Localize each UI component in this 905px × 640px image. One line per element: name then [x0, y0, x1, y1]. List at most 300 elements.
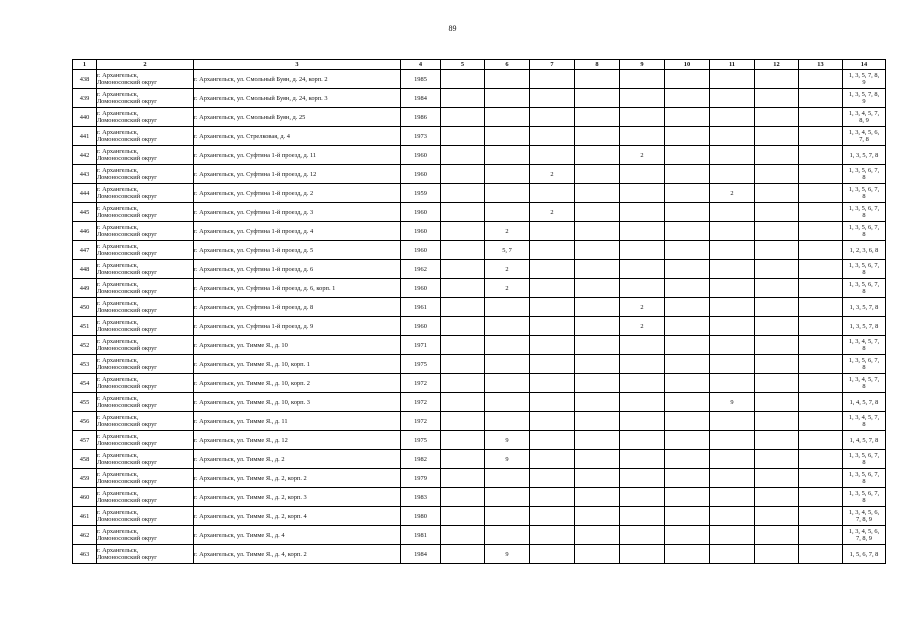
table-cell-col-8 [575, 507, 620, 526]
table-row [73, 89, 886, 108]
table-cell-col-4: 1979 [401, 469, 441, 488]
table-cell-col-3: г. Архангельск, ул. Стрелковая, д. 4 [194, 127, 401, 146]
table-row [73, 355, 886, 374]
table-cell-col-1: 455 [73, 393, 97, 412]
table-cell-col-6 [485, 336, 530, 355]
table-cell-col-11 [710, 70, 755, 89]
table-cell-col-10 [665, 412, 710, 431]
table-cell-col-7 [530, 545, 575, 564]
table-cell-col-14: 1, 3, 5, 6, 7, 8 [843, 469, 886, 488]
table-cell-col-2: г. Архангельск, Ломоносовский округ [97, 260, 194, 279]
table-cell-col-12 [755, 127, 799, 146]
table-cell-col-1: 453 [73, 355, 97, 374]
table-cell-col-13 [799, 469, 843, 488]
column-header-6: 6 [485, 60, 530, 70]
table-cell-col-2: г. Архангельск, Ломоносовский округ [97, 488, 194, 507]
table-cell-col-1: 454 [73, 374, 97, 393]
table-cell-col-10 [665, 127, 710, 146]
table-cell-col-9 [620, 374, 665, 393]
table-cell-col-14: 1, 3, 4, 5, 7, 8 [843, 412, 886, 431]
table-cell-col-9 [620, 450, 665, 469]
table-cell-col-9 [620, 89, 665, 108]
table-cell-col-5 [441, 488, 485, 507]
table-cell-col-10 [665, 526, 710, 545]
table-cell-col-5 [441, 70, 485, 89]
table-cell-col-9 [620, 545, 665, 564]
table-cell-col-8 [575, 317, 620, 336]
table-row [73, 412, 886, 431]
table-cell-col-14: 1, 3, 5, 6, 7, 8 [843, 184, 886, 203]
table-cell-col-12 [755, 317, 799, 336]
table-cell-col-13 [799, 545, 843, 564]
table-cell-col-5 [441, 336, 485, 355]
table-row [73, 108, 886, 127]
table-cell-col-12 [755, 469, 799, 488]
table-cell-col-7 [530, 450, 575, 469]
table-cell-col-13 [799, 241, 843, 260]
table-cell-col-10 [665, 355, 710, 374]
table-cell-col-10 [665, 545, 710, 564]
table-cell-col-6 [485, 393, 530, 412]
table-cell-col-3: г. Архангельск, ул. Тимме Я., д. 4 [194, 526, 401, 545]
table-cell-col-14: 1, 3, 4, 5, 7, 8 [843, 336, 886, 355]
table-cell-col-1: 451 [73, 317, 97, 336]
column-header-8: 8 [575, 60, 620, 70]
table-cell-col-12 [755, 298, 799, 317]
table-cell-col-6: 9 [485, 431, 530, 450]
table-cell-col-6 [485, 70, 530, 89]
table-cell-col-2: г. Архангельск, Ломоносовский округ [97, 146, 194, 165]
column-header-11: 11 [710, 60, 755, 70]
table-cell-col-8 [575, 222, 620, 241]
table-cell-col-9 [620, 184, 665, 203]
table-row [73, 393, 886, 412]
table-cell-col-6 [485, 165, 530, 184]
table-cell-col-2: г. Архангельск, Ломоносовский округ [97, 127, 194, 146]
table-cell-col-11 [710, 260, 755, 279]
table-cell-col-8 [575, 450, 620, 469]
table-cell-col-12 [755, 241, 799, 260]
table-cell-col-9 [620, 393, 665, 412]
table-cell-col-11 [710, 317, 755, 336]
table-cell-col-3: г. Архангельск, ул. Смольный Буян, д. 24, корп. 2 [194, 70, 401, 89]
column-header-14: 14 [843, 60, 886, 70]
table-cell-col-5 [441, 469, 485, 488]
table-cell-col-11 [710, 127, 755, 146]
table-cell-col-11 [710, 298, 755, 317]
table-cell-col-8 [575, 70, 620, 89]
table-cell-col-5 [441, 146, 485, 165]
table-cell-col-14: 1, 3, 5, 6, 7, 8 [843, 279, 886, 298]
table-cell-col-3: г. Архангельск, ул. Смольный Буян, д. 24, корп. 3 [194, 89, 401, 108]
table-cell-col-9: 2 [620, 146, 665, 165]
table-cell-col-12 [755, 450, 799, 469]
table-cell-col-2: г. Архангельск, Ломоносовский округ [97, 165, 194, 184]
data-table [72, 59, 886, 564]
table-cell-col-5 [441, 108, 485, 127]
table-cell-col-3: г. Архангельск, ул. Суфтина 1-й проезд, д. 2 [194, 184, 401, 203]
table-cell-col-8 [575, 336, 620, 355]
table-cell-col-7 [530, 526, 575, 545]
table-cell-col-14: 1, 3, 4, 5, 6, 7, 8 [843, 127, 886, 146]
table-cell-col-7 [530, 279, 575, 298]
table-cell-col-1: 461 [73, 507, 97, 526]
table-cell-col-3: г. Архангельск, ул. Тимме Я., д. 10, корп. 3 [194, 393, 401, 412]
table-cell-col-10 [665, 488, 710, 507]
table-cell-col-8 [575, 545, 620, 564]
table-cell-col-12 [755, 488, 799, 507]
table-cell-col-12 [755, 374, 799, 393]
table-cell-col-4: 1975 [401, 355, 441, 374]
table-cell-col-3: г. Архангельск, ул. Тимме Я., д. 11 [194, 412, 401, 431]
table-cell-col-1: 438 [73, 70, 97, 89]
table-cell-col-4: 1984 [401, 545, 441, 564]
table-cell-col-4: 1980 [401, 507, 441, 526]
table-cell-col-8 [575, 412, 620, 431]
table-cell-col-9 [620, 165, 665, 184]
table-cell-col-2: г. Архангельск, Ломоносовский округ [97, 469, 194, 488]
table-cell-col-10 [665, 222, 710, 241]
table-cell-col-9 [620, 412, 665, 431]
table-cell-col-2: г. Архангельск, Ломоносовский округ [97, 412, 194, 431]
table-cell-col-3: г. Архангельск, ул. Тимме Я., д. 2 [194, 450, 401, 469]
table-cell-col-2: г. Архангельск, Ломоносовский округ [97, 450, 194, 469]
table-cell-col-14: 1, 3, 5, 6, 7, 8 [843, 488, 886, 507]
table-cell-col-3: г. Архангельск, ул. Тимме Я., д. 4, корп. 2 [194, 545, 401, 564]
table-cell-col-8 [575, 469, 620, 488]
table-cell-col-10 [665, 317, 710, 336]
table-cell-col-13 [799, 127, 843, 146]
table-cell-col-4: 1982 [401, 450, 441, 469]
table-cell-col-6 [485, 488, 530, 507]
table-cell-col-6: 5, 7 [485, 241, 530, 260]
table-body [73, 70, 886, 564]
table-cell-col-6 [485, 469, 530, 488]
table-cell-col-11 [710, 203, 755, 222]
table-cell-col-12 [755, 545, 799, 564]
table-cell-col-6: 9 [485, 545, 530, 564]
table-cell-col-2: г. Архангельск, Ломоносовский округ [97, 298, 194, 317]
table-cell-col-10 [665, 260, 710, 279]
table-row [73, 146, 886, 165]
table-cell-col-3: г. Архангельск, ул. Тимме Я., д. 2, корп. 2 [194, 469, 401, 488]
table-cell-col-4: 1973 [401, 127, 441, 146]
table-cell-col-13 [799, 450, 843, 469]
table-cell-col-4: 1975 [401, 431, 441, 450]
table-cell-col-11 [710, 279, 755, 298]
table-cell-col-8 [575, 184, 620, 203]
table-cell-col-3: г. Архангельск, ул. Тимме Я., д. 10, корп. 1 [194, 355, 401, 374]
table-cell-col-6 [485, 127, 530, 146]
table-cell-col-11 [710, 374, 755, 393]
table-cell-col-4: 1960 [401, 203, 441, 222]
table-cell-col-4: 1960 [401, 146, 441, 165]
table-cell-col-1: 460 [73, 488, 97, 507]
table-cell-col-12 [755, 507, 799, 526]
table-cell-col-1: 456 [73, 412, 97, 431]
table-cell-col-7 [530, 317, 575, 336]
table-cell-col-7 [530, 260, 575, 279]
table-cell-col-12 [755, 203, 799, 222]
table-cell-col-9 [620, 279, 665, 298]
table-cell-col-13 [799, 393, 843, 412]
table-cell-col-1: 446 [73, 222, 97, 241]
table-cell-col-9 [620, 507, 665, 526]
table-cell-col-11 [710, 89, 755, 108]
table-cell-col-13 [799, 336, 843, 355]
table-cell-col-10 [665, 184, 710, 203]
table-row [73, 279, 886, 298]
table-row [73, 450, 886, 469]
table-row [73, 545, 886, 564]
table-cell-col-7 [530, 241, 575, 260]
table-cell-col-1: 449 [73, 279, 97, 298]
table-cell-col-14: 1, 3, 5, 7, 8 [843, 298, 886, 317]
table-cell-col-8 [575, 108, 620, 127]
table-cell-col-2: г. Архангельск, Ломоносовский округ [97, 507, 194, 526]
table-cell-col-11 [710, 545, 755, 564]
table-cell-col-12 [755, 336, 799, 355]
table-cell-col-6 [485, 89, 530, 108]
table-cell-col-4: 1962 [401, 260, 441, 279]
table-cell-col-7: 2 [530, 203, 575, 222]
table-cell-col-1: 439 [73, 89, 97, 108]
table-cell-col-12 [755, 89, 799, 108]
table-cell-col-13 [799, 412, 843, 431]
table-cell-col-10 [665, 108, 710, 127]
table-row [73, 317, 886, 336]
table-cell-col-11: 2 [710, 184, 755, 203]
table-cell-col-5 [441, 184, 485, 203]
table-cell-col-14: 1, 3, 5, 7, 8 [843, 146, 886, 165]
table-cell-col-1: 450 [73, 298, 97, 317]
table-cell-col-10 [665, 165, 710, 184]
table-cell-col-5 [441, 526, 485, 545]
table-row [73, 165, 886, 184]
table-cell-col-11 [710, 488, 755, 507]
table-cell-col-14: 1, 4, 5, 7, 8 [843, 393, 886, 412]
table-cell-col-3: г. Архангельск, ул. Суфтина 1-й проезд, д. 3 [194, 203, 401, 222]
table-row [73, 526, 886, 545]
table-cell-col-8 [575, 355, 620, 374]
table-cell-col-13 [799, 89, 843, 108]
table-cell-col-2: г. Архангельск, Ломоносовский округ [97, 336, 194, 355]
table-cell-col-12 [755, 260, 799, 279]
column-header-4: 4 [401, 60, 441, 70]
table-row [73, 336, 886, 355]
table-cell-col-13 [799, 222, 843, 241]
table-cell-col-4: 1984 [401, 89, 441, 108]
table-cell-col-1: 440 [73, 108, 97, 127]
table-cell-col-3: г. Архангельск, ул. Тимме Я., д. 10, корп. 2 [194, 374, 401, 393]
table-cell-col-13 [799, 317, 843, 336]
table-cell-col-5 [441, 203, 485, 222]
table-cell-col-13 [799, 374, 843, 393]
table-cell-col-1: 457 [73, 431, 97, 450]
table-cell-col-4: 1960 [401, 241, 441, 260]
table-cell-col-14: 1, 3, 5, 6, 7, 8 [843, 355, 886, 374]
table-cell-col-10 [665, 431, 710, 450]
table-cell-col-6 [485, 184, 530, 203]
table-cell-col-13 [799, 431, 843, 450]
table-cell-col-7 [530, 70, 575, 89]
table-cell-col-3: г. Архангельск, ул. Тимме Я., д. 12 [194, 431, 401, 450]
table-cell-col-11 [710, 165, 755, 184]
table-cell-col-8 [575, 393, 620, 412]
table-cell-col-5 [441, 298, 485, 317]
table-cell-col-13 [799, 355, 843, 374]
table-cell-col-14: 1, 3, 5, 6, 7, 8 [843, 222, 886, 241]
column-header-12: 12 [755, 60, 799, 70]
table-cell-col-5 [441, 412, 485, 431]
table-cell-col-2: г. Архангельск, Ломоносовский округ [97, 317, 194, 336]
table-cell-col-8 [575, 165, 620, 184]
table-cell-col-5 [441, 260, 485, 279]
table-cell-col-9 [620, 488, 665, 507]
table-cell-col-1: 458 [73, 450, 97, 469]
table-cell-col-4: 1960 [401, 279, 441, 298]
table-cell-col-7 [530, 89, 575, 108]
table-cell-col-10 [665, 374, 710, 393]
table-row [73, 127, 886, 146]
table-cell-col-14: 1, 3, 5, 6, 7, 8 [843, 450, 886, 469]
table-cell-col-4: 1960 [401, 165, 441, 184]
table-cell-col-11 [710, 431, 755, 450]
table-cell-col-6: 9 [485, 450, 530, 469]
table-cell-col-2: г. Архангельск, Ломоносовский округ [97, 545, 194, 564]
table-cell-col-11 [710, 469, 755, 488]
table-cell-col-1: 463 [73, 545, 97, 564]
table-cell-col-7: 2 [530, 165, 575, 184]
table-cell-col-9: 2 [620, 317, 665, 336]
table-cell-col-10 [665, 469, 710, 488]
table-cell-col-4: 1985 [401, 70, 441, 89]
table-cell-col-7 [530, 336, 575, 355]
table-cell-col-3: г. Архангельск, ул. Суфтина 1-й проезд, д. 9 [194, 317, 401, 336]
table-row [73, 184, 886, 203]
table-cell-col-1: 442 [73, 146, 97, 165]
table-cell-col-11 [710, 507, 755, 526]
table-cell-col-4: 1983 [401, 488, 441, 507]
table-cell-col-3: г. Архангельск, ул. Суфтина 1-й проезд, д. 5 [194, 241, 401, 260]
table-cell-col-2: г. Архангельск, Ломоносовский округ [97, 355, 194, 374]
table-cell-col-11 [710, 355, 755, 374]
table-cell-col-14: 1, 3, 5, 6, 7, 8 [843, 203, 886, 222]
table-cell-col-3: г. Архангельск, ул. Суфтина 1-й проезд, д. 11 [194, 146, 401, 165]
table-cell-col-7 [530, 222, 575, 241]
table-cell-col-13 [799, 488, 843, 507]
table-cell-col-7 [530, 108, 575, 127]
table-row [73, 469, 886, 488]
table-cell-col-5 [441, 393, 485, 412]
table-cell-col-8 [575, 298, 620, 317]
table-cell-col-3: г. Архангельск, ул. Суфтина 1-й проезд, д. 6, корп. 1 [194, 279, 401, 298]
table-cell-col-1: 441 [73, 127, 97, 146]
table-cell-col-13 [799, 279, 843, 298]
table-row [73, 374, 886, 393]
table-cell-col-5 [441, 545, 485, 564]
table-cell-col-7 [530, 393, 575, 412]
table-cell-col-2: г. Архангельск, Ломоносовский округ [97, 393, 194, 412]
table-cell-col-2: г. Архангельск, Ломоносовский округ [97, 108, 194, 127]
table-cell-col-1: 459 [73, 469, 97, 488]
table-cell-col-4: 1960 [401, 317, 441, 336]
table-cell-col-11: 9 [710, 393, 755, 412]
table-cell-col-2: г. Архангельск, Ломоносовский округ [97, 374, 194, 393]
table-cell-col-13 [799, 165, 843, 184]
table-cell-col-7 [530, 355, 575, 374]
table-cell-col-9 [620, 526, 665, 545]
table-cell-col-4: 1972 [401, 374, 441, 393]
table-cell-col-8 [575, 526, 620, 545]
table-cell-col-11 [710, 108, 755, 127]
table-cell-col-11 [710, 412, 755, 431]
table-cell-col-9 [620, 108, 665, 127]
table-row [73, 241, 886, 260]
table-cell-col-5 [441, 89, 485, 108]
table-cell-col-4: 1971 [401, 336, 441, 355]
table-cell-col-5 [441, 317, 485, 336]
table-cell-col-13 [799, 260, 843, 279]
column-header-7: 7 [530, 60, 575, 70]
table-cell-col-12 [755, 431, 799, 450]
table-cell-col-14: 1, 3, 4, 5, 6, 7, 8, 9 [843, 507, 886, 526]
table-cell-col-13 [799, 507, 843, 526]
table-row [73, 203, 886, 222]
table-cell-col-2: г. Архангельск, Ломоносовский округ [97, 184, 194, 203]
table-cell-col-4: 1986 [401, 108, 441, 127]
table-cell-col-4: 1959 [401, 184, 441, 203]
table-cell-col-8 [575, 203, 620, 222]
table-cell-col-9 [620, 70, 665, 89]
table-cell-col-12 [755, 184, 799, 203]
table-row [73, 431, 886, 450]
table-cell-col-10 [665, 298, 710, 317]
table-row [73, 488, 886, 507]
table-cell-col-14: 1, 5, 6, 7, 8 [843, 545, 886, 564]
table-cell-col-1: 443 [73, 165, 97, 184]
table-cell-col-8 [575, 146, 620, 165]
table-cell-col-7 [530, 469, 575, 488]
table-cell-col-10 [665, 241, 710, 260]
table-cell-col-13 [799, 70, 843, 89]
table-cell-col-12 [755, 146, 799, 165]
table-row [73, 70, 886, 89]
table-cell-col-11 [710, 222, 755, 241]
table-cell-col-13 [799, 184, 843, 203]
table-row [73, 260, 886, 279]
table-cell-col-12 [755, 393, 799, 412]
table-cell-col-13 [799, 298, 843, 317]
header-row [73, 60, 886, 70]
column-header-10: 10 [665, 60, 710, 70]
table-cell-col-5 [441, 355, 485, 374]
table-cell-col-11 [710, 146, 755, 165]
table-cell-col-6 [485, 507, 530, 526]
table-cell-col-6 [485, 374, 530, 393]
table-cell-col-8 [575, 260, 620, 279]
table-cell-col-8 [575, 241, 620, 260]
table-cell-col-9 [620, 241, 665, 260]
table-cell-col-14: 1, 3, 5, 6, 7, 8 [843, 165, 886, 184]
table-cell-col-12 [755, 412, 799, 431]
table-cell-col-5 [441, 127, 485, 146]
table-cell-col-6: 2 [485, 260, 530, 279]
table-cell-col-12 [755, 165, 799, 184]
table-cell-col-5 [441, 374, 485, 393]
table-cell-col-10 [665, 89, 710, 108]
table-cell-col-3: г. Архангельск, ул. Смольный Буян, д. 25 [194, 108, 401, 127]
